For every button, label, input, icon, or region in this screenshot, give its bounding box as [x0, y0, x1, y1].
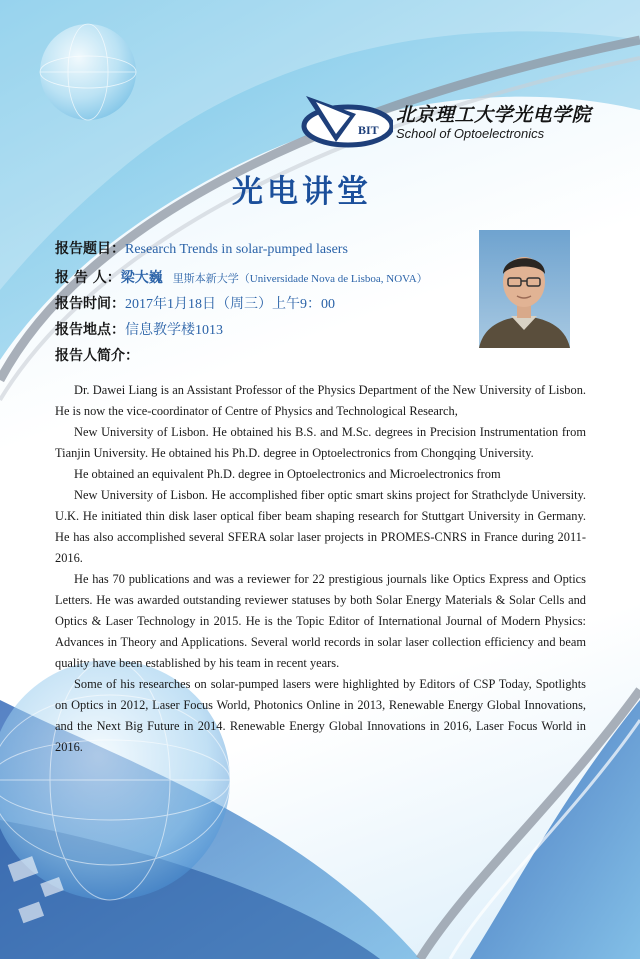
speaker-label: 报 告 人： [55, 270, 121, 286]
bio-heading: 报告人简介： [55, 348, 139, 364]
bio-paragraph: He obtained an equivalent Ph.D. degree in Optoelectronics and Microelectronics from [74, 467, 501, 481]
time-label: 报告时间： [55, 296, 125, 312]
topic-label: 报告题目： [55, 241, 125, 257]
page-title: 光电讲堂 [232, 174, 372, 210]
time-value: 2017年1月18日（周三）上午9：00 [125, 297, 335, 312]
speaker-photo [479, 230, 570, 348]
bio-paragraph: He has 70 publications and was a reviewer for 22 prestigious journals like Optics Express and Optics Letters. He was awarded outstanding reviewer statuses by both Solar Energy Materials & Solar Cells and Optics & Laser Technology in 2015. He is the Topic Editor of International Journal of Modern Physics: Advances in Theory and Applications. Several world records in solar laser collection efficiency and beam quality have been established by his team in recent years. [55, 572, 586, 670]
bit-emblem-text: BIT [358, 123, 379, 137]
place-label: 报告地点： [55, 322, 125, 338]
speaker-affiliation: 里斯本新大学（Universidade Nova de Lisboa, NOVA） [172, 273, 428, 285]
speaker-biography [55, 380, 586, 758]
speaker-name: 梁大巍 [120, 270, 163, 286]
place-row [55, 319, 223, 339]
topic-row [55, 238, 348, 258]
school-name-cn: 北京理工大学光电学院 [396, 104, 592, 126]
place-value: 信息教学楼1013 [125, 323, 223, 338]
bio-heading-row [55, 345, 139, 365]
speaker-row [55, 267, 428, 287]
bio-paragraph: New University of Lisbon. He obtained his B.S. and M.Sc. degrees in Precision Instrumentation from Tianjin University. He obtained his Ph.D. degree in Optoelectronics from Chongqing University. [55, 425, 586, 460]
time-row [55, 293, 335, 313]
school-name-en: School of Optoelectronics [396, 126, 545, 141]
topic-value: Research Trends in solar-pumped lasers [125, 242, 348, 257]
bio-paragraph: Some of his researches on solar-pumped lasers were highlighted by Editors of CSP Today, Spotlights on Optics in 2012, Laser Focus World, Photonics Online in 2013, Renewable Energy Global Innovations, and the Next Big Future in 2014. Renewable Energy Global Innovations in 2016, Laser Focus World in 2016. [55, 677, 586, 754]
bio-paragraph: Dr. Dawei Liang is an Assistant Professor of the Physics Department of the New University of Lisbon. He is now the vice-coordinator of Centre of Physics and Technological Research, [55, 383, 586, 418]
speaker-portrait [479, 230, 570, 348]
school-logo [298, 90, 598, 150]
bio-paragraph: New University of Lisbon. He accomplished fiber optic smart skins project for Strathclyde University. U.K. He initiated thin disk laser optical fiber beam shaping research for Stuttgart University in Germany. He has also accomplished several SFERA solar laser projects in PROMES-CNRS in France during 2011-2016. [55, 488, 586, 565]
bit-emblem [298, 90, 393, 150]
